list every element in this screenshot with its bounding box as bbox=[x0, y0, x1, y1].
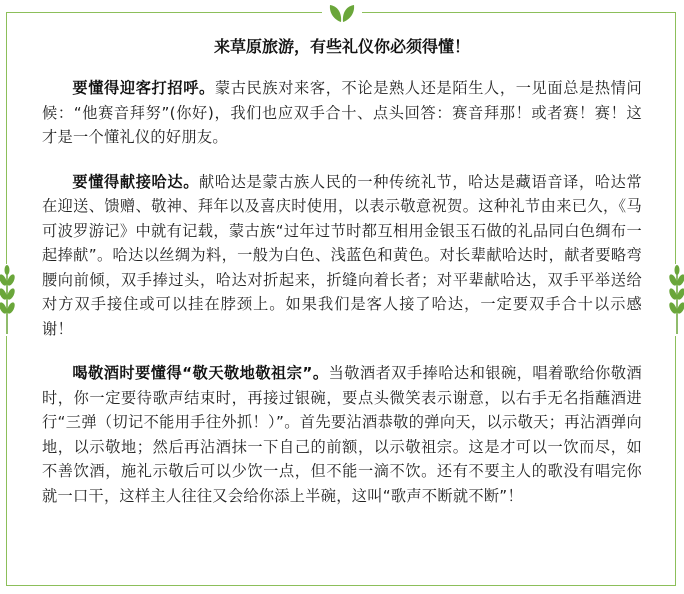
paragraph-hada bbox=[42, 170, 642, 342]
paragraph-lead: 喝敬酒时要懂得“敬天敬地敬祖宗”。 bbox=[72, 364, 329, 382]
article-title: 来草原旅游，有些礼仪你必须得懂！ bbox=[213, 37, 470, 56]
paragraph-lead: 要懂得献接哈达。 bbox=[72, 172, 200, 191]
paragraph-toast bbox=[42, 361, 642, 508]
paragraph-greeting bbox=[42, 76, 642, 150]
wheat-left-icon bbox=[0, 264, 18, 336]
paragraph-lead: 要懂得迎客打招呼。 bbox=[72, 79, 215, 97]
leaf-sprout-icon bbox=[322, 0, 362, 26]
paragraph-body: 献哈达是蒙古族人民的一种传统礼节，哈达是藏语音译，哈达常在迎送、馈赠、敬神、拜年以及喜庆时使用，以表示敬意祝贺。这种礼节由来已久，《马可波罗游记》中就有记载，蒙古族“过年过节时都互相用金银玉石做的礼品同白色绸布一起捧献”。哈达以丝绸为料，一般为白色、浅蓝色和黄色。对长辈献哈达时，献者要略弯腰向前倾，双手捧过头，哈达对折起来，折缝向着长者；对平辈献哈达，双手平举送给对方双手接住或可以挂在脖颈上。如果我们是客人接了哈达，一定要双手合十以示感谢！ bbox=[42, 172, 642, 338]
paragraph-body: 蒙古民族对来客，不论是熟人还是陌生人，一见面总是热情问候：“他赛音拜努”(你好)，我们也应双手合十、点头回答：赛音拜那！或者赛！赛！这才是一个懂礼仪的好朋友。 bbox=[42, 79, 643, 146]
article-content bbox=[42, 36, 642, 528]
paragraph-body: 当敬酒者双手捧哈达和银碗，唱着歌给你敬酒时，你一定要待歌声结束时，再接过银碗，要点头微笑表示谢意，以右手无名指蘸酒进行“三弹（切记不能用手往外抓！）”。首先要沾酒恭敬的弹向天，以示敬天；再沾酒弹向地，以示敬地；然后再沾酒抹一下自己的前额，以示敬祖宗。这是才可以一饮而尽，如不善饮酒，施礼示敬后可以少饮一点，但不能一滴不饮。还有不要主人的歌没有唱完你就一口干，这样主人往往又会给你添上半碗，这叫“歌声不断就不断”！ bbox=[42, 364, 642, 505]
wheat-right-icon bbox=[666, 264, 684, 336]
